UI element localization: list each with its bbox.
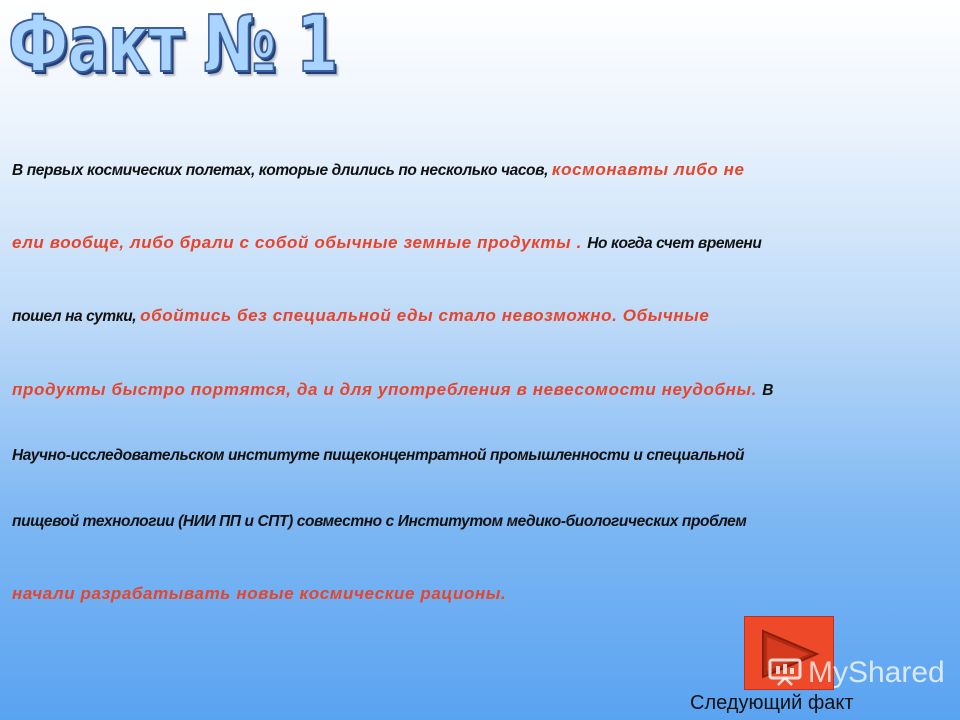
body-text: пошел на сутки,	[12, 308, 141, 325]
highlight-text: начали разрабатывать новые космические рационы.	[12, 584, 507, 603]
body-text: Но когда счет времени	[587, 235, 762, 252]
watermark	[768, 656, 945, 690]
paragraph-line	[12, 307, 709, 325]
slide-title: Факт № 1	[8, 0, 338, 90]
paragraph-line	[12, 448, 744, 464]
highlight-text: продукты быстро портятся, да и для употребления в невесомости неудобны.	[12, 380, 763, 399]
body-text: Научно-исследовательском институте пищеконцентратной промышленности и специальной	[12, 447, 745, 464]
highlight-text: космонавты либо не	[551, 160, 745, 179]
paragraph-line	[12, 514, 746, 530]
paragraph-line	[12, 234, 761, 252]
presentation-board-icon	[768, 658, 802, 686]
next-fact-label[interactable]: Следующий факт	[690, 692, 854, 714]
paragraph-line	[12, 161, 745, 179]
watermark-text: MyShared	[808, 656, 945, 689]
highlight-text: ели вообще, либо брали с собой обычные земные продукты .	[12, 233, 588, 252]
paragraph-line	[12, 381, 773, 399]
body-text: В первых космических полетах, которые длились по несколько часов,	[12, 162, 552, 179]
body-text: В	[762, 382, 774, 399]
highlight-text: обойтись без специальной еды стало невозможно. Обычные	[140, 306, 710, 325]
body-text: пищевой технологии (НИИ ПП и СПТ) совместно с Институтом медико-биологических проблем	[12, 513, 747, 530]
paragraph-line	[12, 585, 506, 603]
